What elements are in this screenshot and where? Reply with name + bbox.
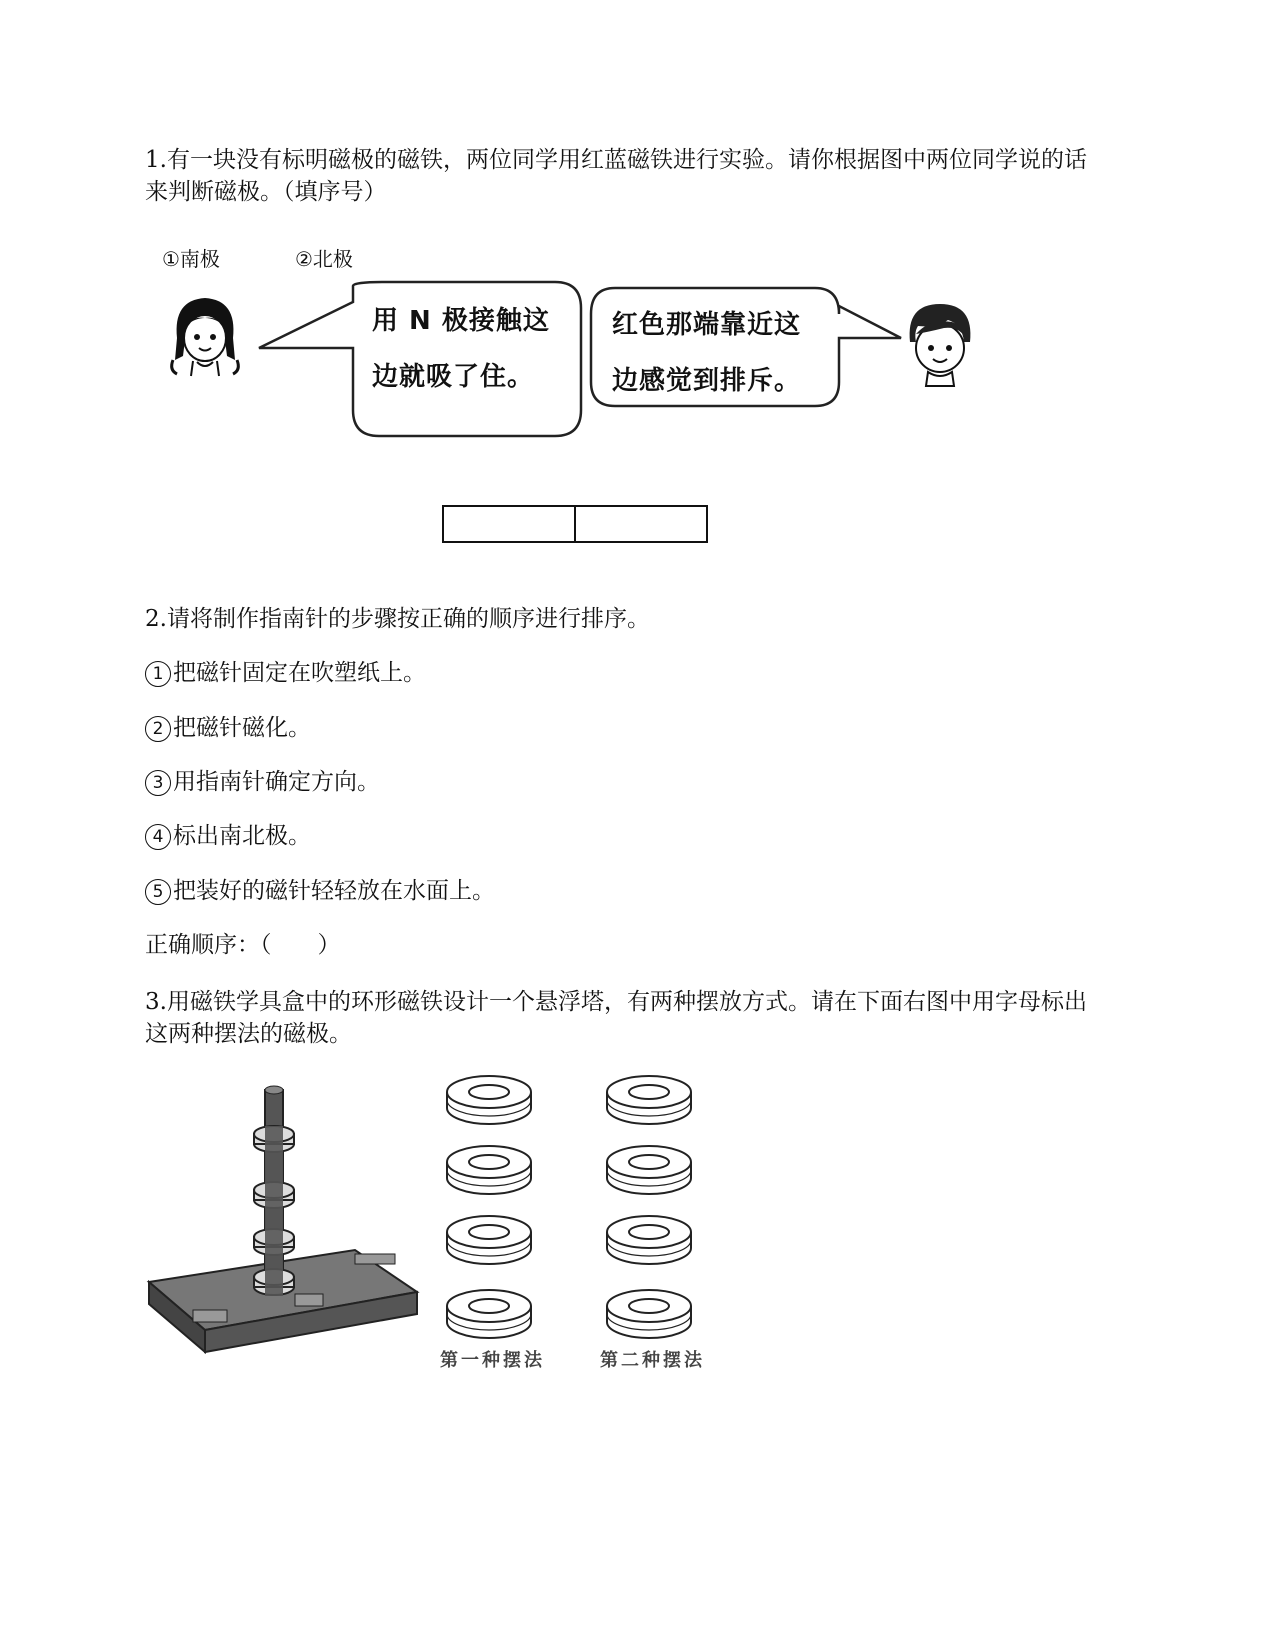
magnet-right-end[interactable] — [576, 507, 706, 541]
option-south-pole: ①南极 — [162, 247, 220, 271]
unlabeled-magnet — [442, 505, 708, 543]
left-bubble-text: 用 N 极接触这 边就吸了住。 — [372, 306, 550, 392]
question-1-text: 1.有一块没有标明磁极的磁铁，两位同学用红蓝磁铁进行实验。请你根据图中两位同学说的话来判断磁极。（填序号） — [145, 147, 1087, 205]
caption-second-arrangement: 第二种摆法 — [600, 1350, 705, 1371]
column-2-rings — [607, 1076, 691, 1338]
question-3-text: 3.用磁铁学具盒中的环形磁铁设计一个悬浮塔，有两种摆放方式。请在下面右图中用字母标出这两种摆法的磁极。 — [145, 989, 1087, 1047]
boy-student-icon — [900, 298, 980, 390]
levitation-tower-illustration — [145, 1082, 425, 1362]
step-2: 2 把磁针磁化。 — [145, 713, 311, 743]
magnet-left-end[interactable] — [444, 507, 576, 541]
ring-magnet-columns — [440, 1068, 710, 1343]
step-4: 4 标出南北极。 — [145, 821, 311, 851]
column-1-rings — [447, 1076, 531, 1338]
girl-student-icon — [165, 290, 245, 385]
question-2-text: 2.请将制作指南针的步骤按正确的顺序进行排序。 — [145, 606, 650, 632]
option-north-pole: ②北极 — [295, 247, 353, 271]
step-3: 3 用指南针确定方向。 — [145, 767, 380, 797]
caption-first-arrangement: 第一种摆法 — [440, 1350, 545, 1371]
step-1: 1 把磁针固定在吹塑纸上。 — [145, 658, 426, 688]
right-bubble-text: 红色那端靠近这 边感觉到排斥。 — [612, 310, 802, 396]
answer-blank[interactable]: 正确顺序：（ ） — [145, 932, 341, 958]
step-5: 5 把装好的磁针轻轻放在水面上。 — [145, 876, 495, 906]
speech-bubbles — [255, 278, 905, 443]
